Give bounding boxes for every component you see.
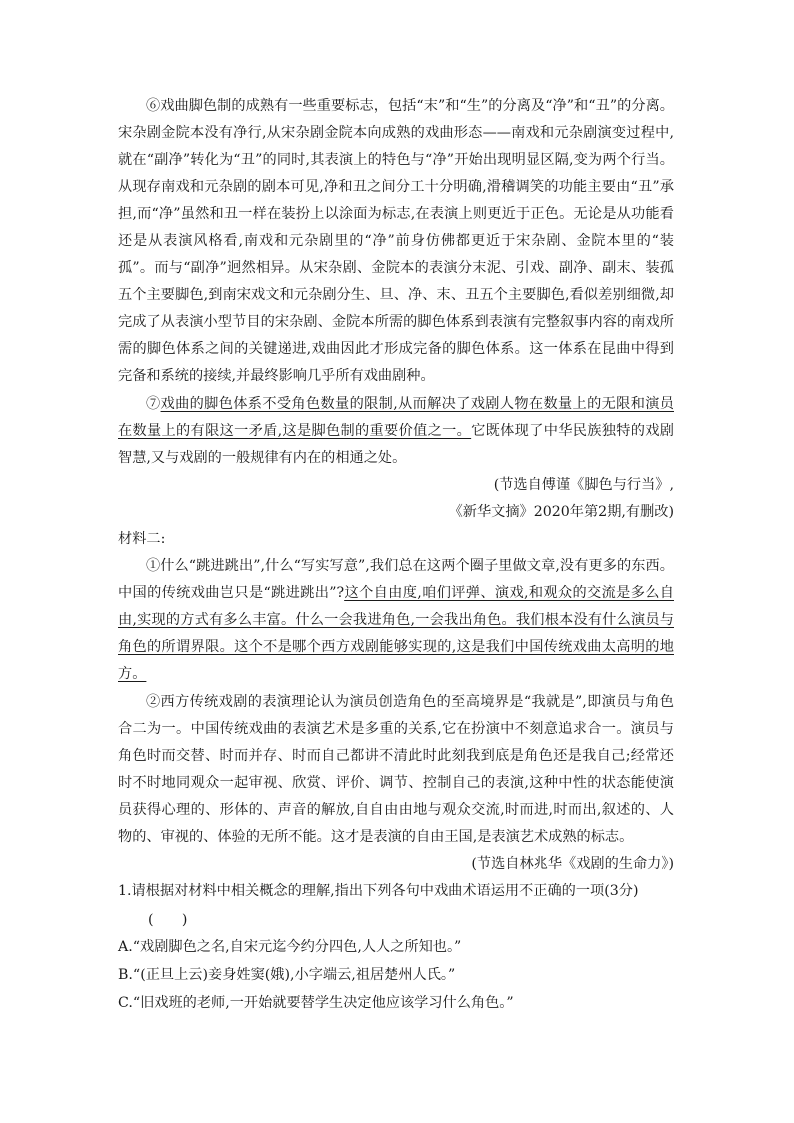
option-a: A.“戏剧脚色之名,自宋元迄今约分四色,人人之所知也。”	[118, 939, 462, 955]
paragraph-1-plain: ①什么“跳进跳出”,什么“写实写意”,我们总在这两个圈子里做文章,没有更多的东西。中国的传统戏曲岂只是“跳进跳出”?	[118, 558, 674, 601]
option-c: C.“旧戏班的老师,一开始就要替学生决定他应该学习什么角色。”	[118, 995, 514, 1011]
paragraph-1-underlined: 这个自由度,咱们评弹、演戏,和观众的交流是多么自由,实现的方式有多么丰富。什么一会我进角色,一会我出角色。我们根本没有什么演员与角色的所谓界限。这个不是哪个西方戏剧能够实现的,这是我们中国传统戏曲太高明的地方。	[118, 585, 674, 682]
material2-heading: 材料二:	[118, 531, 166, 547]
material1-source-line-2: 《新华文摘》2020年第2期,有删改)	[448, 504, 674, 520]
material1-paragraph-6: ⑥戏曲脚色制的成熟有一些重要标志，包括“末”和“生”的分离及“净”和“丑”的分离。宋杂剧金院本没有净行,从宋杂剧金院本向成熟的戏曲形态——南戏和元杂剧演变过程中,就在“副净”转化为“丑”的同时,其表演上的特色与“净”开始出现明显区隔,变为两个行当。从现存南戏和元杂剧的剧本可见,净和丑之间分工十分明确,滑稽调笑的功能主要由“丑”承担,而“净”虽然和丑一样在装扮上以涂面为标志,在表演上则更近于正色。无论是从功能看还是从表演风格看,南戏和元杂剧里的“净”前身仿佛都更近于宋杂剧、金院本里的“装孤”。而与“副净”迥然相异。从宋杂剧、金院本的表演分末泥、引戏、副净、副末、装孤五个主要脚色,到南宋戏文和元杂剧分生、旦、净、末、丑五个主要脚色,看似差别细微,却完成了从表演小型节目的宋杂剧、金院本所需的脚色体系到表演有完整叙事内容的南戏所需的脚色体系之间的关键递进,戏曲因此才形成完备的脚色体系。这一体系在昆曲中得到完备和系统的接续,并最终影响几乎所有戏曲剧种。	[118, 98, 674, 384]
material1-source-line-1: (节选自傅谨《脚色与行当》,	[493, 477, 674, 493]
question-1-stem: 1.请根据对材料中相关概念的理解,指出下列各句中戏曲术语运用不正确的一项(3分)	[118, 883, 639, 899]
paragraph-7-rest: 它既体现了中华民族独特的戏剧智慧,又与戏剧的一般规律有内在的相通之处。	[118, 423, 674, 466]
answer-blank: ( )	[148, 912, 188, 928]
material1-paragraph-7	[118, 391, 674, 472]
material2-paragraph-2: ②西方传统戏剧的表演理论认为演员创造角色的至高境界是“我就是”,即演员与角色合二为一。中国传统戏曲的表演艺术是多重的关系,它在扮演中不刻意追求合一。演员与角色时而交替、时而并存、时而自己都讲不清此时此刻我到底是角色还是我自己;经常还时不时地同观众一起审视、欣赏、评价、调节、控制自己的表演,这种中性的状态能使演员获得心理的、形体的、声音的解放,自自由由地与观众交流,时而进,时而出,叙述的、人物的、审视的、体验的无所不能。这才是表演的自由王国,是表演艺术成熟的标志。	[118, 694, 674, 845]
paragraph-7-underlined-sentence: 戏曲的脚色体系不受角色数量的限制,从而解决了戏剧人物在数量上的无限和演员在数量上的有限这一矛盾,这是脚色制的重要价值之一。	[118, 396, 674, 439]
paragraph-7-number: ⑦	[146, 396, 161, 412]
option-b: B.“(正旦上云)妾身姓窦(娥),小字端云,祖居楚州人氏。”	[118, 967, 456, 983]
material2-paragraph-1	[118, 553, 674, 688]
material2-source: (节选自林兆华《戏剧的生命力》)	[471, 856, 674, 872]
